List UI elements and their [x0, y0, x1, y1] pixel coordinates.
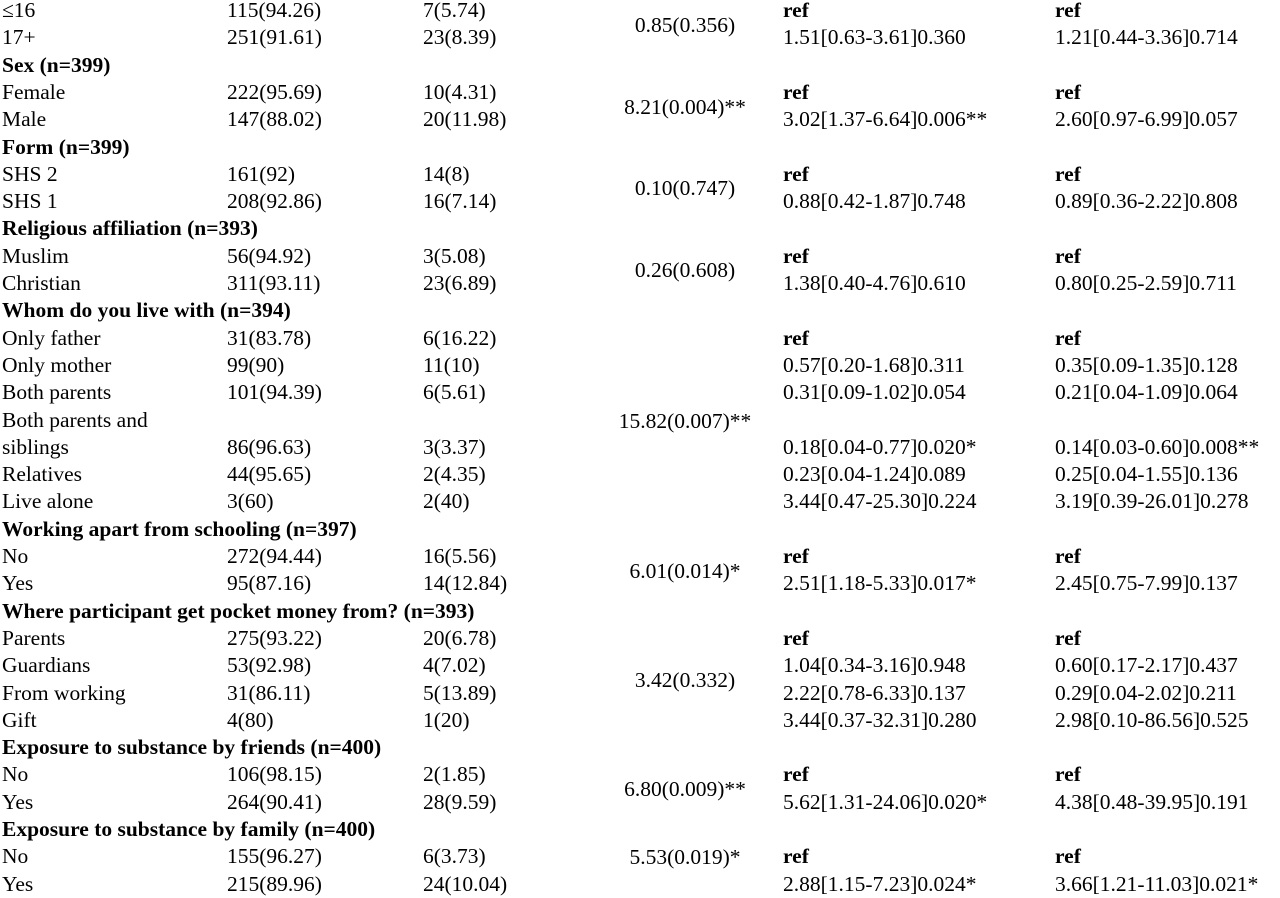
- adjusted-or-cell: 1.21[0.44-3.36]0.714: [1055, 25, 1238, 50]
- adjusted-or-cell: 4.38[0.48-39.95]0.191: [1055, 789, 1249, 814]
- chi-square-cell: 15.82(0.007)**: [618, 408, 752, 433]
- row-label: Relatives: [2, 462, 83, 487]
- adjusted-or-cell: ref: [1055, 625, 1081, 650]
- crude-or-cell: 0.57[0.20-1.68]0.311: [783, 352, 965, 377]
- row-label: Both parents: [2, 380, 112, 405]
- section-header-label: Sex (n=399): [2, 52, 111, 77]
- count-yes-cell: 14(8): [423, 161, 470, 186]
- crude-or-cell: 3.44[0.47-25.30]0.224: [783, 489, 977, 514]
- count-no-cell: 147(88.02): [227, 107, 322, 132]
- row-label: SHS 2: [2, 161, 58, 186]
- crude-or-cell: ref: [783, 325, 809, 350]
- row-label: Guardians: [2, 653, 91, 678]
- adjusted-or-cell: 0.60[0.17-2.17]0.437: [1055, 653, 1238, 678]
- table-row: [0, 352, 1280, 379]
- adjusted-or-cell: 3.19[0.39-26.01]0.278: [1055, 489, 1249, 514]
- table-row: [0, 461, 1280, 488]
- row-label: Yes: [2, 871, 34, 896]
- row-label: Parents: [2, 625, 66, 650]
- table-row: [0, 707, 1280, 734]
- row-label: From working: [2, 680, 126, 705]
- section-header-row: [0, 52, 1280, 79]
- section-header-row: [0, 297, 1280, 324]
- count-yes-cell: 11(10): [423, 352, 480, 377]
- count-yes-cell: 16(7.14): [423, 189, 497, 214]
- crude-or-cell: ref: [783, 161, 809, 186]
- count-no-cell: 264(90.41): [227, 789, 322, 814]
- adjusted-or-cell: ref: [1055, 844, 1081, 869]
- count-yes-cell: 24(10.04): [423, 871, 508, 896]
- row-label: 17+: [2, 25, 36, 50]
- adjusted-or-cell: 0.35[0.09-1.35]0.128: [1055, 352, 1238, 377]
- count-yes-cell: 6(16.22): [423, 325, 497, 350]
- crude-or-cell: 0.23[0.04-1.24]0.089: [783, 462, 966, 487]
- count-no-cell: 4(80): [227, 707, 274, 732]
- adjusted-or-cell: ref: [1055, 161, 1081, 186]
- adjusted-or-cell: 0.89[0.36-2.22]0.808: [1055, 189, 1238, 214]
- table-row: [0, 325, 1280, 352]
- crude-or-cell: ref: [783, 762, 809, 787]
- count-no-cell: 53(92.98): [227, 653, 312, 678]
- section-header-label: Religious affiliation (n=393): [2, 216, 258, 241]
- count-yes-cell: 20(6.78): [423, 625, 497, 650]
- crude-or-cell: 1.04[0.34-3.16]0.948: [783, 653, 966, 678]
- count-no-cell: 208(92.86): [227, 189, 322, 214]
- table-row: [0, 488, 1280, 515]
- adjusted-or-cell: 0.80[0.25-2.59]0.711: [1055, 271, 1237, 295]
- section-header-label: Whom do you live with (n=394): [2, 298, 291, 323]
- crude-or-cell: 2.22[0.78-6.33]0.137: [783, 680, 966, 705]
- count-yes-cell: 28(9.59): [423, 789, 497, 814]
- crude-or-cell: ref: [783, 544, 809, 568]
- chi-square-cell: 0.26(0.608): [634, 258, 736, 283]
- adjusted-or-cell: 0.25[0.04-1.55]0.136: [1055, 462, 1238, 487]
- adjusted-or-cell: 0.29[0.04-2.02]0.211: [1055, 680, 1237, 705]
- crude-or-cell: 0.18[0.04-0.77]0.020*: [783, 434, 977, 459]
- adjusted-or-cell: 2.45[0.75-7.99]0.137: [1055, 571, 1238, 596]
- section-header-row: [0, 134, 1280, 161]
- row-label: No: [2, 544, 29, 568]
- count-yes-cell: 16(5.56): [423, 544, 497, 568]
- count-no-cell: 106(98.15): [227, 762, 322, 787]
- adjusted-or-cell: ref: [1055, 79, 1081, 104]
- row-label: Both parents and: [2, 407, 148, 432]
- adjusted-or-cell: ref: [1055, 243, 1081, 268]
- count-yes-cell: 2(4.35): [423, 462, 486, 487]
- adjusted-or-cell: ref: [1055, 544, 1081, 568]
- chi-square-cell: 6.80(0.009)**: [624, 777, 746, 802]
- count-no-cell: 95(87.16): [227, 571, 312, 596]
- table-row: [0, 434, 1280, 461]
- count-yes-cell: 14(12.84): [423, 571, 508, 596]
- row-label: Male: [2, 107, 47, 132]
- count-no-cell: 3(60): [227, 489, 274, 514]
- count-yes-cell: 6(5.61): [423, 380, 486, 405]
- count-no-cell: 86(96.63): [227, 434, 312, 459]
- adjusted-or-cell: 2.98[0.10-86.56]0.525: [1055, 707, 1249, 732]
- row-label: siblings: [2, 434, 69, 459]
- section-header-label: Exposure to substance by family (n=400): [2, 817, 376, 841]
- count-no-cell: 101(94.39): [227, 380, 322, 405]
- crude-or-cell: 1.51[0.63-3.61]0.360: [783, 25, 966, 50]
- adjusted-or-cell: 2.60[0.97-6.99]0.057: [1055, 107, 1238, 132]
- count-no-cell: 311(93.11): [227, 271, 321, 295]
- crude-or-cell: 5.62[1.31-24.06]0.020*: [783, 789, 988, 814]
- crude-or-cell: 2.88[1.15-7.23]0.024*: [783, 871, 977, 896]
- count-no-cell: 56(94.92): [227, 243, 312, 268]
- crude-or-cell: 0.31[0.09-1.02]0.054: [783, 380, 966, 405]
- section-header-row: [0, 598, 1280, 625]
- count-no-cell: 155(96.27): [227, 844, 322, 869]
- crude-or-cell: ref: [783, 844, 809, 869]
- row-label: No: [2, 844, 29, 869]
- crude-or-cell: 2.51[1.18-5.33]0.017*: [783, 571, 977, 596]
- row-label: SHS 1: [2, 189, 58, 214]
- chi-square-cell: 0.85(0.356): [634, 12, 736, 37]
- chi-square-cell: 0.10(0.747): [634, 176, 736, 201]
- count-no-cell: 251(91.61): [227, 25, 322, 50]
- row-label: Live alone: [2, 489, 94, 514]
- count-yes-cell: 7(5.74): [423, 0, 486, 22]
- count-yes-cell: 2(1.85): [423, 762, 486, 787]
- row-label: Yes: [2, 789, 34, 814]
- crude-or-cell: 3.44[0.37-32.31]0.280: [783, 707, 977, 732]
- table-row: [0, 625, 1280, 652]
- row-label: No: [2, 762, 29, 787]
- count-no-cell: 275(93.22): [227, 625, 322, 650]
- section-header-label: Where participant get pocket money from? (n=393): [2, 598, 475, 623]
- count-yes-cell: 3(3.37): [423, 434, 486, 459]
- count-yes-cell: 3(5.08): [423, 243, 486, 268]
- count-no-cell: 161(92): [227, 161, 296, 186]
- section-header-label: Working apart from schooling (n=397): [2, 516, 357, 541]
- count-yes-cell: 10(4.31): [423, 79, 497, 104]
- count-yes-cell: 4(7.02): [423, 653, 486, 678]
- row-label: Yes: [2, 571, 34, 596]
- row-label: Only mother: [2, 352, 112, 377]
- row-label: Gift: [2, 707, 37, 732]
- section-header-row: [0, 215, 1280, 242]
- row-label: Female: [2, 79, 66, 104]
- row-label: Muslim: [2, 243, 69, 268]
- table-row: [0, 871, 1280, 898]
- adjusted-or-cell: 3.66[1.21-11.03]0.021*: [1055, 871, 1259, 896]
- count-yes-cell: 20(11.98): [423, 107, 507, 132]
- count-yes-cell: 23(8.39): [423, 25, 497, 50]
- crude-or-cell: ref: [783, 0, 809, 22]
- chi-square-cell: 5.53(0.019)*: [629, 845, 741, 870]
- crude-or-cell: ref: [783, 79, 809, 104]
- adjusted-or-cell: 0.14[0.03-0.60]0.008**: [1055, 434, 1260, 459]
- row-label: Christian: [2, 271, 81, 295]
- count-no-cell: 272(94.44): [227, 544, 322, 568]
- crude-or-cell: 0.88[0.42-1.87]0.748: [783, 189, 966, 214]
- section-header-row: [0, 816, 1280, 843]
- count-yes-cell: 23(6.89): [423, 271, 497, 295]
- table-row: [0, 379, 1280, 406]
- chi-square-cell: 6.01(0.014)*: [629, 558, 741, 583]
- count-no-cell: 44(95.65): [227, 462, 312, 487]
- crude-or-cell: 3.02[1.37-6.64]0.006**: [783, 107, 988, 132]
- crude-or-cell: ref: [783, 625, 809, 650]
- adjusted-or-cell: 0.21[0.04-1.09]0.064: [1055, 380, 1238, 405]
- adjusted-or-cell: ref: [1055, 762, 1081, 787]
- count-no-cell: 99(90): [227, 352, 285, 377]
- adjusted-or-cell: ref: [1055, 325, 1081, 350]
- section-header-label: Form (n=399): [2, 134, 130, 159]
- row-label: Only father: [2, 325, 101, 350]
- count-no-cell: 115(94.26): [227, 0, 322, 22]
- crude-or-cell: 1.38[0.40-4.76]0.610: [783, 271, 966, 295]
- crude-or-cell: ref: [783, 243, 809, 268]
- row-label: ≤16: [2, 0, 36, 22]
- count-yes-cell: 5(13.89): [423, 680, 497, 705]
- chi-square-cell: 3.42(0.332): [634, 667, 736, 692]
- count-no-cell: 222(95.69): [227, 79, 322, 104]
- section-header-row: [0, 516, 1280, 543]
- count-no-cell: 31(83.78): [227, 325, 312, 350]
- count-yes-cell: 2(40): [423, 489, 470, 514]
- count-no-cell: 31(86.11): [227, 680, 311, 705]
- section-header-label: Exposure to substance by friends (n=400): [2, 735, 382, 760]
- count-no-cell: 215(89.96): [227, 871, 322, 896]
- adjusted-or-cell: ref: [1055, 0, 1081, 22]
- count-yes-cell: 6(3.73): [423, 844, 486, 869]
- section-header-row: [0, 734, 1280, 761]
- count-yes-cell: 1(20): [423, 707, 470, 732]
- chi-square-cell: 8.21(0.004)**: [624, 94, 746, 119]
